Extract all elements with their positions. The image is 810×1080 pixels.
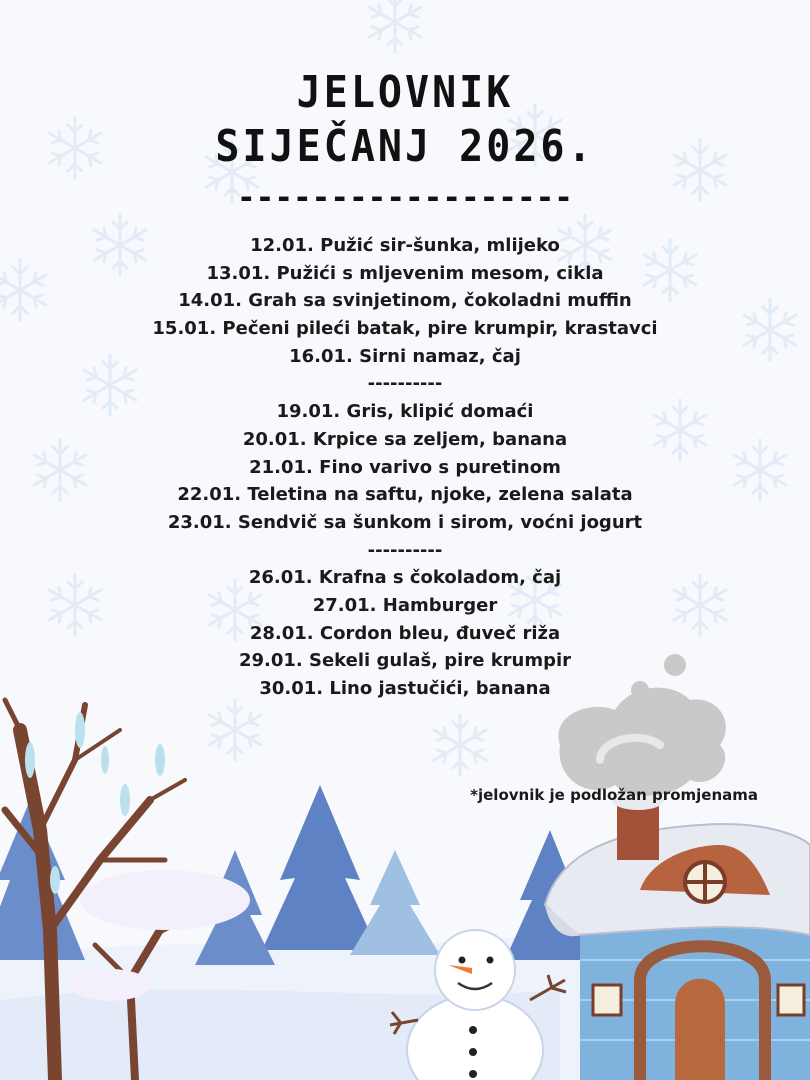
week-divider: ---------- (367, 373, 443, 395)
week-divider: ---------- (367, 539, 443, 561)
menu-item: 14.01. Grah sa svinjetinom, čokoladni muffin (178, 290, 632, 312)
title-line-1: JELOVNIK (296, 68, 514, 118)
menu-item: 19.01. Gris, klipić domaći (276, 401, 534, 423)
cottage-icon (545, 790, 810, 1080)
menu-item: 22.01. Teletina na saftu, njoke, zelena salata (177, 484, 633, 506)
menu-item: 21.01. Fino varivo s puretinom (249, 456, 561, 478)
menu-item: 27.01. Hamburger (312, 594, 498, 616)
menu-list (0, 232, 810, 703)
menu-item: 28.01. Cordon bleu, đuveč riža (249, 622, 561, 644)
menu-item: 23.01. Sendvič sa šunkom i sirom, voćni jogurt (167, 511, 643, 533)
menu-item: 12.01. Pužić sir-šunka, mlijeko (250, 235, 560, 256)
menu-item: 13.01. Pužići s mljevenim mesom, cikla (206, 262, 604, 284)
menu-item: 16.01. Sirni namaz, čaj (289, 345, 521, 367)
title-line-2: SIJEČANJ 2026. (215, 122, 595, 172)
menu-item: 20.01. Krpice sa zeljem, banana (242, 428, 568, 450)
menu-item: 29.01. Sekeli gulaš, pire krumpir (238, 650, 572, 672)
menu-item: 26.01. Krafna s čokoladom, čaj (248, 567, 562, 589)
disclaimer-note: *jelovnik je podložan promjenama (470, 786, 758, 804)
menu-item: 15.01. Pečeni pileći batak, pire krumpir, krastavci (152, 318, 658, 340)
menu-item: 30.01. Lino jastučići, banana (259, 678, 551, 699)
title-divider: ------------------ (237, 180, 573, 216)
